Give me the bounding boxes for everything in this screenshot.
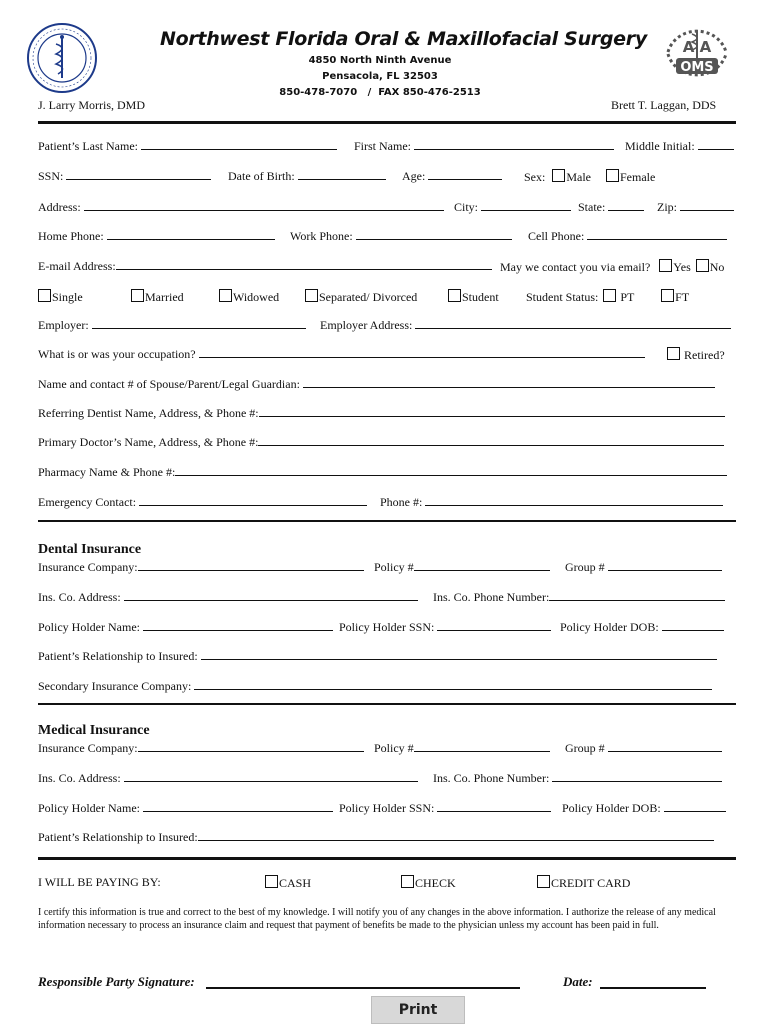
- email-yes-checkbox[interactable]: [659, 259, 672, 272]
- row-address: Address:: [38, 200, 444, 214]
- payment-cash: CASH: [265, 875, 311, 890]
- medical-holder-ssn-field[interactable]: [437, 801, 551, 812]
- address-line-1: 4850 North Ninth Avenue: [308, 55, 452, 66]
- medical-group-row: Group #: [565, 741, 722, 755]
- single-checkbox[interactable]: [38, 289, 51, 302]
- certification-text: I certify this information is true and correct to the best of my knowledge. I will notify you of any changes in the above information. I authorize the release of any medical information necessary to process an insurance claim and request that payment of benefits be made to the physician unless my account has been paid in full.: [38, 907, 716, 931]
- male-checkbox[interactable]: [552, 169, 565, 182]
- row-contact-email: May we contact you via email? Yes No: [500, 260, 725, 274]
- section-divider-3: [38, 857, 736, 860]
- student-status: Student Status: PT FT: [526, 290, 690, 304]
- student-checkbox[interactable]: [448, 289, 461, 302]
- ssn-field[interactable]: [66, 169, 211, 180]
- row-email: E-mail Address:: [38, 259, 492, 273]
- row-state: State:: [578, 200, 644, 214]
- dental-holder-name-row: Policy Holder Name:: [38, 620, 333, 634]
- widowed-checkbox[interactable]: [219, 289, 232, 302]
- dental-policy-row: Policy #: [374, 560, 550, 574]
- employer-address-field[interactable]: [415, 318, 731, 329]
- medical-policy-row: Policy #: [374, 741, 550, 755]
- seal-logo: [26, 22, 98, 94]
- dental-phone-row: Ins. Co. Phone Number:: [433, 590, 725, 604]
- email-no-checkbox[interactable]: [696, 259, 709, 272]
- home-phone-field[interactable]: [107, 229, 275, 240]
- dental-holder-dob-row: Policy Holder DOB:: [560, 620, 724, 634]
- cash-checkbox[interactable]: [265, 875, 278, 888]
- medical-holder-ssn-row: Policy Holder SSN:: [339, 801, 551, 815]
- section-divider-1: [38, 520, 736, 522]
- address-field[interactable]: [84, 200, 444, 211]
- separated-checkbox[interactable]: [305, 289, 318, 302]
- dental-holder-name-field[interactable]: [143, 620, 333, 631]
- row-first-name: First Name:: [354, 139, 614, 153]
- phone-fax-line: 850-478-7070 / FAX 850-476-2513: [279, 87, 481, 98]
- row-cell-phone: Cell Phone:: [528, 229, 727, 243]
- row-referring-dentist: Referring Dentist Name, Address, & Phone #:: [38, 406, 725, 420]
- city-field[interactable]: [481, 200, 571, 211]
- emergency-phone-field[interactable]: [425, 495, 723, 506]
- credit-card-checkbox[interactable]: [537, 875, 550, 888]
- ft-checkbox[interactable]: [661, 289, 674, 302]
- row-city: City:: [454, 200, 571, 214]
- medical-holder-name-field[interactable]: [143, 801, 333, 812]
- medical-holder-dob-row: Policy Holder DOB:: [562, 801, 726, 815]
- medical-heading: Medical Insurance: [38, 723, 150, 738]
- employer-field[interactable]: [92, 318, 306, 329]
- medical-phone-field[interactable]: [552, 771, 722, 782]
- dental-holder-dob-field[interactable]: [662, 620, 724, 631]
- dental-group-row: Group #: [565, 560, 722, 574]
- medical-address-field[interactable]: [124, 771, 418, 782]
- payment-label: I WILL BE PAYING BY:: [38, 875, 161, 889]
- medical-relationship-field[interactable]: [198, 830, 714, 841]
- row-patient-name: Patient’s Last Name:: [38, 139, 337, 153]
- dental-holder-ssn-field[interactable]: [437, 620, 551, 631]
- retired-checkbox[interactable]: [667, 347, 680, 360]
- first-name-field[interactable]: [414, 139, 614, 150]
- logo-text-top: A A: [682, 38, 712, 56]
- date-label: Date:: [563, 974, 593, 989]
- marital-student: Student: [448, 289, 499, 304]
- spouse-field[interactable]: [303, 377, 715, 388]
- row-dob: Date of Birth:: [228, 169, 386, 183]
- dental-company-row: Insurance Company:: [38, 560, 364, 574]
- female-checkbox[interactable]: [606, 169, 619, 182]
- print-button[interactable]: Print: [371, 996, 465, 1024]
- medical-relationship-row: Patient’s Relationship to Insured:: [38, 830, 714, 844]
- dental-relationship-row: Patient’s Relationship to Insured:: [38, 649, 717, 663]
- middle-initial-field[interactable]: [698, 139, 734, 150]
- row-retired: Retired?: [667, 347, 725, 362]
- row-zip: Zip:: [657, 200, 734, 214]
- marital-separated: Separated/ Divorced: [305, 289, 417, 304]
- payment-check: CHECK: [401, 875, 456, 890]
- pt-checkbox[interactable]: [603, 289, 616, 302]
- row-age: Age:: [402, 169, 502, 183]
- zip-field[interactable]: [680, 200, 734, 211]
- dental-secondary-row: Secondary Insurance Company:: [38, 679, 712, 693]
- aaoms-logo: [662, 22, 732, 84]
- row-sex: Sex: Male Female: [524, 170, 656, 184]
- last-name-field[interactable]: [141, 139, 337, 150]
- row-emergency-phone: Phone #:: [380, 495, 723, 509]
- dental-relationship-field[interactable]: [201, 649, 717, 660]
- dental-heading: Dental Insurance: [38, 542, 142, 557]
- row-work-phone: Work Phone:: [290, 229, 512, 243]
- check-checkbox[interactable]: [401, 875, 414, 888]
- pharmacy-field[interactable]: [175, 465, 727, 476]
- dental-address-row: Ins. Co. Address:: [38, 590, 418, 604]
- medical-phone-row: Ins. Co. Phone Number:: [433, 771, 722, 785]
- dental-secondary-field[interactable]: [194, 679, 712, 690]
- row-primary-doctor: Primary Doctor’s Name, Address, & Phone #:: [38, 435, 724, 449]
- row-emergency: Emergency Contact:: [38, 495, 367, 509]
- dental-group-field[interactable]: [608, 560, 722, 571]
- medical-holder-name-row: Policy Holder Name:: [38, 801, 333, 815]
- doctor-right: Brett T. Laggan, DDS: [611, 98, 717, 112]
- row-ssn: SSN:: [38, 169, 211, 183]
- row-middle-initial: Middle Initial:: [625, 139, 734, 153]
- dental-phone-field[interactable]: [549, 590, 725, 601]
- dob-field[interactable]: [298, 169, 386, 180]
- marital-single: Single: [38, 289, 83, 304]
- primary-doctor-field[interactable]: [258, 435, 724, 446]
- row-spouse: Name and contact # of Spouse/Parent/Legal Guardian:: [38, 377, 715, 391]
- medical-company-field[interactable]: [138, 741, 364, 752]
- row-home-phone: Home Phone:: [38, 229, 275, 243]
- row-employer: Employer:: [38, 318, 306, 332]
- signature-field[interactable]: [206, 974, 520, 989]
- dental-company-field[interactable]: [138, 560, 364, 571]
- state-field[interactable]: [608, 200, 644, 211]
- medical-company-row: Insurance Company:: [38, 741, 364, 755]
- marital-married: Married: [131, 289, 184, 304]
- email-field[interactable]: [116, 259, 492, 270]
- address-line-2: Pensacola, FL 32503: [322, 71, 438, 82]
- referring-dentist-field[interactable]: [259, 406, 725, 417]
- row-pharmacy: Pharmacy Name & Phone #:: [38, 465, 727, 479]
- date-field[interactable]: [600, 974, 706, 989]
- logo-text-bottom: OMS: [680, 60, 714, 75]
- marital-widowed: Widowed: [219, 289, 279, 304]
- page-title: Northwest Florida Oral & Maxillofacial Surgery: [160, 28, 647, 50]
- medical-policy-field[interactable]: [414, 741, 550, 752]
- age-field[interactable]: [428, 169, 502, 180]
- doctor-left: J. Larry Morris, DMD: [38, 98, 145, 112]
- payment-credit: CREDIT CARD: [537, 875, 630, 890]
- medical-holder-dob-field[interactable]: [664, 801, 726, 812]
- dental-address-field[interactable]: [124, 590, 418, 601]
- emergency-contact-field[interactable]: [139, 495, 367, 506]
- section-divider-2: [38, 703, 736, 705]
- row-occupation: What is or was your occupation?: [38, 347, 645, 361]
- dental-holder-ssn-row: Policy Holder SSN:: [339, 620, 551, 634]
- cell-phone-field[interactable]: [587, 229, 727, 240]
- dental-policy-field[interactable]: [414, 560, 550, 571]
- work-phone-field[interactable]: [356, 229, 512, 240]
- signature-label: Responsible Party Signature:: [38, 974, 195, 989]
- married-checkbox[interactable]: [131, 289, 144, 302]
- row-employer-address: Employer Address:: [320, 318, 731, 332]
- medical-group-field[interactable]: [608, 741, 722, 752]
- occupation-field[interactable]: [199, 347, 645, 358]
- header-divider: [38, 121, 736, 124]
- medical-address-row: Ins. Co. Address:: [38, 771, 418, 785]
